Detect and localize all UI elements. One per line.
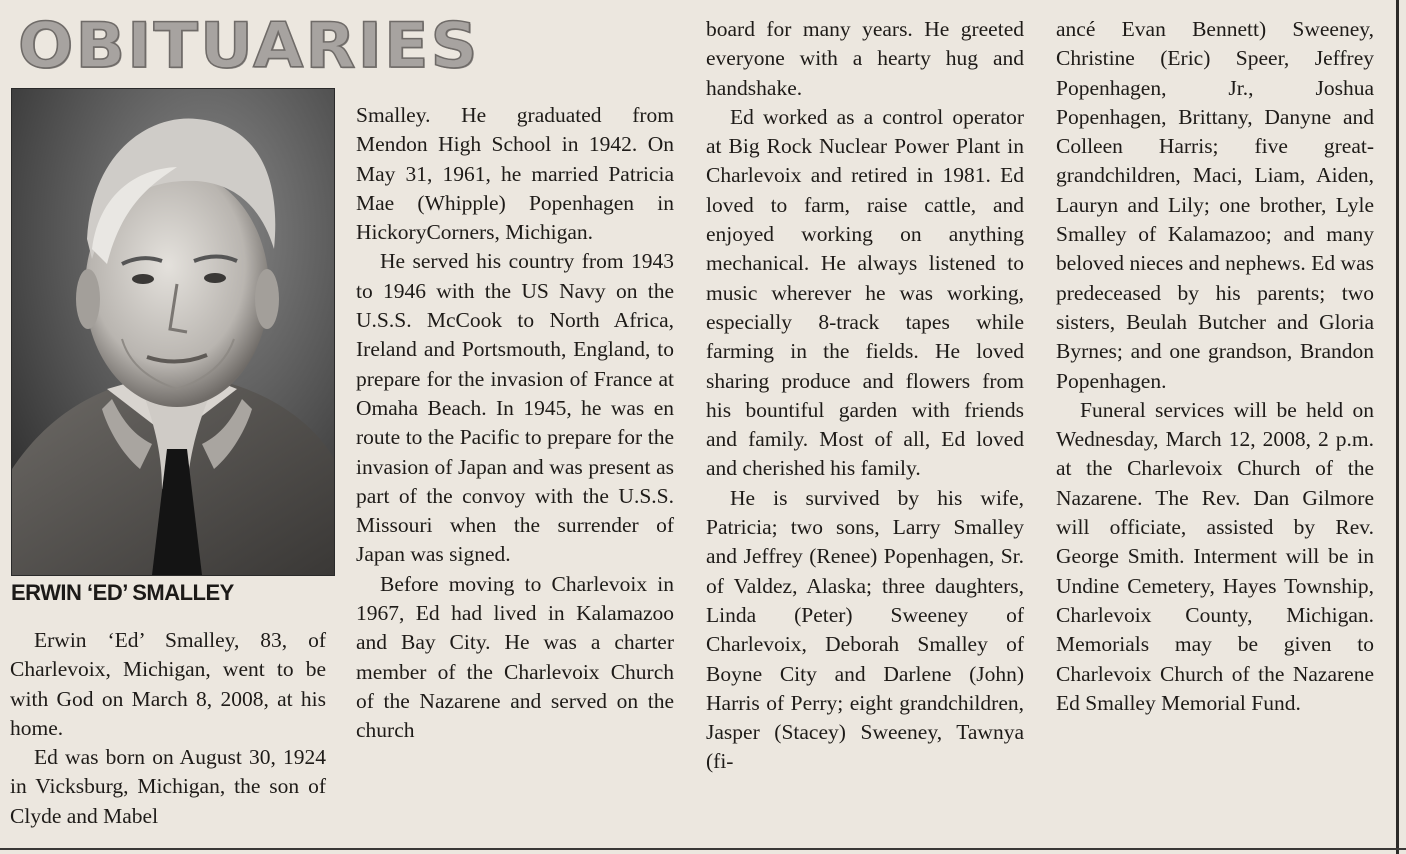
- paragraph: Ed was born on August 30, 1924 in Vicksburg, Michigan, the son of Clyde and Mabel: [10, 745, 326, 828]
- article-column-4: [1056, 15, 1374, 718]
- portrait-illustration: [12, 89, 334, 575]
- paragraph: Before moving to Charlevoix in 1967, Ed had lived in Kalamazoo and Bay City. He was a charter member of the Charlevoix Church of the Nazarene and served on the church: [356, 571, 674, 743]
- paragraph: board for many years. He greeted everyone with a hearty hug and handshake.: [706, 17, 1024, 100]
- paragraph: Ed worked as a control operator at Big Rock Nuclear Power Plant in Charlevoix and retired in 1981. Ed loved to farm, raise cattle, and enjoyed working on anything mechanical. He always listened to music wherever he was working, especially 8-track tapes while farming in the fields. He loved sharing produce and flowers from his bountiful garden with friends and family. Most of all, Ed loved and cherished his family.: [706, 104, 1024, 481]
- paragraph: Smalley. He graduated from Mendon High School in 1942. On May 31, 1961, he married Patricia Mae (Whipple) Popenhagen in HickoryCorners, Michigan.: [356, 103, 674, 245]
- article-column-3: [706, 15, 1024, 777]
- portrait-photo: [11, 88, 335, 576]
- column-rule-right: [1396, 0, 1399, 854]
- paragraph: Funeral services will be held on Wednesday, March 12, 2008, 2 p.m. at the Charlevoix Church of the Nazarene. The Rev. Dan Gilmore will officiate, assisted by Rev. George Smith. Interment will be in Undine Cemetery, Hayes Township, Charlevoix County, Michigan. Memorials may be given to Charlevoix Church of the Nazarene Ed Smalley Memorial Fund.: [1056, 397, 1374, 715]
- paragraph: He served his country from 1943 to 1946 with the US Navy on the U.S.S. McCook to North Africa, Ireland and Portsmouth, England, to prepare for the invasion of France at Omaha Beach. In 1945, he was en route to the Pacific to prepare for the invasion of Japan and was present as part of the convoy with the U.S.S. Missouri when the surrender of Japan was signed.: [356, 249, 674, 567]
- bottom-rule: [0, 848, 1406, 850]
- paragraph: ancé Evan Bennett) Sweeney, Christine (Eric) Speer, Jeffrey Popenhagen, Jr., Joshua Popenhagen, Brittany, Danyne and Colleen Harris; five great-grandchildren, Maci, Liam, Aiden, Lauryn and Lily; one brother, Lyle Smalley of Kalamazoo; and many beloved nieces and nephews. Ed was predeceased by his parents; two sisters, Beulah Butcher and Gloria Byrnes; and one grandson, Brandon Popenhagen.: [1056, 17, 1374, 393]
- article-column-2: [356, 101, 674, 746]
- photo-caption: ERWIN ‘ED’ SMALLEY: [11, 580, 234, 605]
- paragraph: Erwin ‘Ed’ Smalley, 83, of Charlevoix, Michigan, went to be with God on March 8, 2008, at his home.: [10, 628, 326, 740]
- paragraph: He is survived by his wife, Patricia; two sons, Larry Smalley and Jeffrey (Renee) Popenhagen, Sr. of Valdez, Alaska; three daughters, Linda (Peter) Sweeney of Charlevoix, Deborah Smalley of Boyne City and Darlene (John) Harris of Perry; eight grandchildren, Jasper (Stacey) Sweeney, Tawnya (fi-: [706, 485, 1024, 774]
- section-masthead: OBITUARIES: [18, 9, 480, 82]
- article-column-1: [10, 626, 326, 831]
